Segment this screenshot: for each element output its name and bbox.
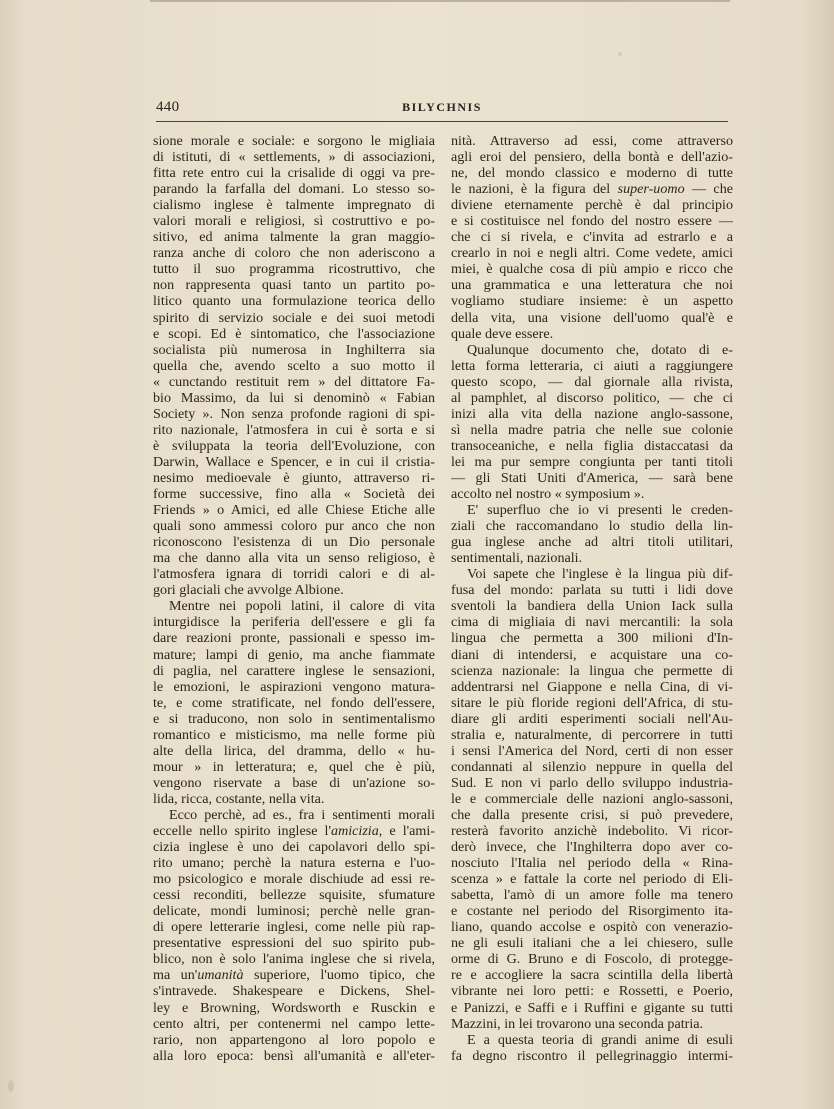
text-line: — gli Stati Uniti d'America, — sarà bene [451,469,733,486]
header-rule [156,121,728,122]
text-run: , e l'ami- [378,823,435,840]
text-line: le e commerciale delle nazioni anglo-sassoni, [451,790,733,807]
text-line: diviene eternamente perchè è dal principio [451,197,733,214]
text-line: rito umano; perchè la natura esterna e l'uo- [153,855,435,872]
text-line: litico quanto una formulazione teorica dello [153,293,435,310]
text-line: Ecco perchè, ad es., fra i sentimenti morali [169,806,435,823]
text-line: sabetta, l'amò di un amore folle ma tenero [451,887,733,904]
right-column [451,133,733,1064]
text-line: le emozioni, le aspirazioni vengono matura- [153,678,435,695]
text-line: vengono riservate a base di un'azione so- [153,774,435,791]
text-line: sì nella madre patria che nelle sue colonie [451,421,733,438]
text-line: E a questa teoria di grandi anime di esuli [467,1031,733,1048]
text-line: cizia inglese è uno dei capolavori dello spi- [153,839,435,856]
text-run: ma un' [153,967,198,984]
text-line: fa degno riscontro il pellegrinaggio intermi- [451,1047,733,1064]
text-line: alte della lirica, del dramma, dello « hu- [153,742,435,759]
text-line: cima di migliaia di navi mercantili: la sola [451,614,733,631]
text-line: Mazzini, in lei trovarono una seconda patria. [451,1015,704,1032]
text-line: mour » in letteratura; e, quel che è più, [153,758,435,775]
text-line: che dalla presente crisi, si può prevedere, [451,806,733,823]
text-line: gori glaciali che avvolge Albione. [153,582,344,599]
text-line: vogliamo studiare insieme: è un aspetto [451,293,733,310]
text-line: te, e come stratificate, nel fondo dell'essere, [153,694,435,711]
text-line: ziali che raccomandano lo studio della lin- [451,518,733,535]
text-line: ma che danno alla vita un senso religioso, è [153,550,435,567]
text-line: ley e Browning, Wordsworth e Rusckin e [153,999,435,1016]
text-line: ranza anche di coloro che non aderiscono a [153,245,435,262]
text-line: fitta rete entro cui la crisalide di oggi va pre- [153,165,435,182]
text-line: romantico e misticismo, ma nelle forme più [153,726,435,743]
text-line: e costante nel periodo del Risorgimento ita- [451,903,733,920]
text-line: stralia e, naturalmente, di percorrere in tutti [451,726,733,743]
text-line: quali sono ammessi coloro pur anco che non [153,518,435,535]
text-line: accolto nel nostro « symposium ». [451,486,645,503]
text-line: vibrante nei loro petti: e Rossetti, e Poerio, [451,983,733,1000]
text-run: — che [684,181,733,198]
text-line: l'atmosfera ignara di torridi calori e di al- [153,566,435,583]
text-line: mo psicologico e morale dischiude ad essi re- [153,871,435,888]
text-line: è sviluppata la teoria dell'Evoluzione, con [153,437,435,454]
text-line: i sensi l'America del Nord, certi di non esser [451,742,733,759]
text-line: sventoli la bandiera della Union Iack sulla [451,598,733,615]
italic-word: umanità [197,967,244,984]
text-line: dare reazioni pronte, passionali e spesso im- [153,630,435,647]
text-line: crearlo in noi e negli altri. Come vedete, amici [451,245,733,262]
text-line: spirito di servizio sociale e dei suoi metodi [153,309,435,326]
text-line: lei ma pur sempre congiunta per tanti titoli [451,453,733,470]
text-line [153,823,435,839]
text-line: s'intravede. Shakespeare e Dickens, Shel- [153,983,435,1000]
text-line [451,181,733,197]
running-title: BILYCHNIS [402,100,482,114]
text-line: condannati al silenzio neppure in quella del [451,758,733,775]
text-line: lida, ricca, costante, nella vita. [153,790,325,807]
text-line: diani di intendersi, e acquistare una co- [451,646,733,663]
text-line: blico, non è solo l'anima inglese che si rivela, [153,951,435,968]
text-line: socialista più numerosa in Inghilterra sia [153,341,435,358]
top-edge-line [150,0,730,2]
text-line: cessi reconditi, bellezze squisite, sfumature [153,887,435,904]
text-line: E' superfluo che io vi presenti le creden- [467,502,733,519]
text-line: di istituti, di « settlements, » di associazioni, [153,149,435,166]
text-line: letta forma letteraria, ci aiuti a raggiungere [451,357,733,374]
text-line: Sud. E non vi parlo dello sviluppo industria- [451,774,733,791]
text-line: e si costituisce nel fondo del nostro essere — [451,213,733,230]
text-line: parando la farfalla del domani. Lo stesso so- [153,181,435,198]
text-line: e si traducono, non solo in sentimentalismo [153,710,435,727]
text-line: nosciuto l'Italia nel periodo della « Rina- [451,855,733,872]
text-line: ne, del mondo classico e moderno di tutte [451,165,733,182]
text-line: sitare le più floride regioni dell'Africa, di stu- [451,694,733,711]
text-line: una grammatica e una letteratura che noi [451,277,733,294]
text-line: addentrarsi nel Giappone e nella Cina, di vi- [451,678,733,695]
text-line: e Panizzi, e Saffi e i Ruffini e gigante su tutti [451,999,733,1016]
text-line: lingua che permetta a 300 milioni d'In- [451,630,733,647]
text-line: rario, non appartengono al loro popolo e [153,1031,435,1048]
text-line: Society ». Non senza profonde ragioni di spi- [153,405,435,422]
text-line: mature; lampi di genio, ma anche fiammate [153,646,435,663]
text-run: le nazioni, è la figura del [451,181,618,198]
text-line: della vita, una visione dell'uomo qual'è e [451,309,733,326]
text-line: liano, quando accolse e ospitò con venerazio- [451,919,733,936]
text-line: cialismo inglese è talmente impregnato di [153,197,435,214]
text-line: Darwin, Wallace e Spencer, e in cui il cristia- [153,453,435,470]
text-line: nesimo medioevale è giunto, attraverso ri- [153,469,435,486]
text-line: orme di G. Bruno e di Foscolo, di protegge- [451,951,733,968]
text-line: valori morali e religiosi, sì costruttivo e po- [153,213,435,230]
page-header [156,99,728,119]
text-line: rito nazionale, l'atmosfera in cui è sorta e si [153,421,435,438]
text-line: diare gli arditi esperimenti sociali nell'Au- [451,710,733,727]
text-line: presentative espressioni del suo spirito pub- [153,935,435,952]
text-line: Mentre nei popoli latini, il calore di vita [169,598,435,615]
text-line: miei, è qualche cosa di più ampio e ricco che [451,261,733,278]
text-line: re e accogliere la sacra scintilla della libertà [451,967,733,984]
text-line: cento altri, per contenermi nel campo lette- [153,1015,435,1032]
paper-stain [618,52,622,56]
text-line: agli eroi del pensiero, della bontà e dell'azio- [451,149,733,166]
text-line: di opere letterarie inglesi, come nelle più rap- [153,919,435,936]
text-line: e scopi. Ed è sintomatico, che l'associazione [153,325,435,342]
text-run: superiore, l'uomo tipico, che [243,967,435,984]
text-line: delicate, mondi luminosi; perchè nelle gran- [153,903,435,920]
text-line: gua inglese anche ad altri titoli utilitari, [451,534,733,551]
text-line: che ci si rivela, e c'invita ad estrarlo e a [451,229,733,246]
text-line: alla loro epoca: bensì all'umanità e all'eter- [153,1047,435,1064]
text-line: nità. Attraverso ad essi, come attraverso [451,133,733,149]
text-line: questo scopo, — dal giornale alla rivista, [451,373,733,390]
text-line: di paglia, nel carattere inglese le sensazioni, [153,662,435,679]
italic-word: amicizia [331,823,379,840]
text-line: sione morale e sociale: e sorgono le migliaia [153,133,435,149]
text-line: sitivo, ed anima talmente la gran maggio- [153,229,435,246]
text-line: non rappresenta quasi tanto un partito po- [153,277,435,294]
page-number: 440 [156,99,180,115]
text-line: transoceaniche, e nella figlia distaccatasi da [451,437,733,454]
text-line: quale deve essere. [451,325,554,342]
italic-word: super-uomo [617,181,685,198]
text-line: bio Massimo, da lui si denominò « Fabian [153,389,435,406]
text-line: sentimentali, nazionali. [451,550,583,567]
text-line: ne gli esuli italiani che a lei chiesero, sulle [451,935,733,952]
text-line: resterà favorito anzichè indebolito. Vi ricor- [451,823,733,840]
text-line: Friends » o Amici, ed alle Chiese Etiche alle [153,502,435,519]
text-line: quella che, avendo scelto a suo motto il [153,357,435,374]
text-line: tutto il suo programma ricostruttivo, che [153,261,435,278]
text-line [153,967,435,983]
text-line: forme successive, fino alla « Società dei [153,486,435,503]
text-line: fusa del mondo: parlata su tutti i lidi dove [451,582,733,599]
text-line: scienza nazionale: la lingua che permette di [451,662,733,679]
text-line: Voi sapete che l'inglese è la lingua più dif- [467,566,733,583]
text-line: inturgidisce la periferia dell'essere e gli fa [153,614,435,631]
left-column [153,133,435,1064]
text-line: scenza » e fattale la corte nel periodo di Eli- [451,871,733,888]
text-line: « cunctando restituit rem » del dittatore Fa- [153,373,435,390]
text-line: inizi alla vita della nazione anglo-sassone, [451,405,733,422]
text-line: al pamphlet, al discorso politico, — che ci [451,389,733,406]
text-line: riconoscono l'esistenza di un Dio personale [153,534,435,551]
text-run: eccelle nello spirito inglese l' [153,823,332,840]
paper-stain [8,1080,14,1092]
text-line: Qualunque documento che, dotato di e- [467,341,733,358]
text-line: derò invece, che l'Inghilterra dopo aver co- [451,839,733,856]
